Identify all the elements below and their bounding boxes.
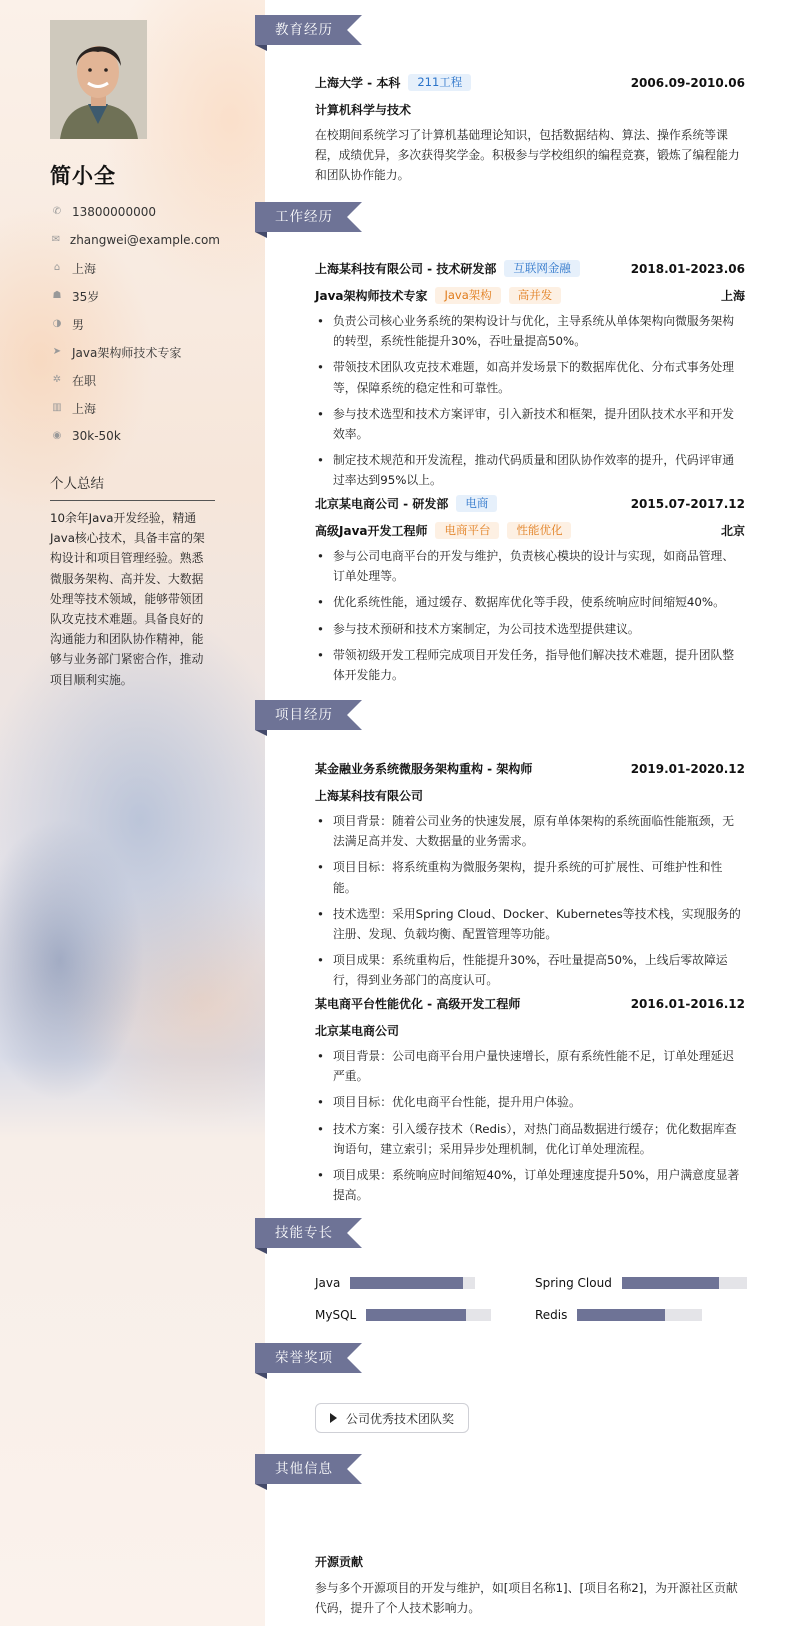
candidate-name: 简小全	[50, 164, 116, 188]
skill-bar	[366, 1309, 491, 1321]
work-title-row	[315, 287, 745, 304]
info-text: 30k-50k	[72, 429, 121, 443]
list-item: • 项目成果：系统重构后，性能提升30%，吞吐量提高50%，上线后零故障运行，得到业务部门的高度认可。	[315, 950, 745, 990]
gender-icon: ◑	[52, 318, 62, 329]
section-title: 其他信息	[275, 1461, 333, 1477]
section-title: 技能专长	[275, 1225, 333, 1241]
info-city	[50, 394, 220, 422]
skill-name: Redis	[535, 1308, 568, 1322]
work-city: 北京	[720, 524, 745, 538]
skill-tag: 性能优化	[507, 522, 571, 539]
email-icon: ✉	[51, 234, 61, 245]
job-title: Java架构师技术专家	[315, 289, 428, 303]
position-icon: ➤	[52, 346, 62, 357]
work-bullets	[315, 311, 745, 497]
work-bullets	[315, 546, 745, 691]
education-row	[315, 74, 745, 91]
skill-bar-fill	[622, 1277, 720, 1289]
work-company-row	[315, 260, 745, 277]
list-item: • 参与公司电商平台的开发与维护，负责核心模块的设计与实现，如商品管理、订单处理等。	[315, 546, 745, 586]
award-name: 公司优秀技术团队奖	[346, 1411, 455, 1426]
section-header-other	[255, 1454, 362, 1484]
info-phone	[50, 198, 220, 226]
city-icon: ▥	[52, 402, 62, 413]
other-title-row	[315, 1553, 745, 1570]
info-gender	[50, 310, 220, 338]
skill-tag: 高并发	[509, 287, 562, 304]
project-name: 某电商平台性能优化 - 高级开发工程师	[315, 997, 521, 1011]
project-company-row	[315, 1022, 745, 1039]
info-text: 在职	[72, 373, 97, 388]
list-item: • 负责公司核心业务系统的架构设计与优化，主导系统从单体架构向微服务架构的转型，系统性能提升30%，吞吐量提高50%。	[315, 311, 745, 351]
list-item: • 项目目标：将系统重构为微服务架构，提升系统的可扩展性、可维护性和性能。	[315, 857, 745, 897]
list-item: • 技术选型：采用Spring Cloud、Docker、Kubernetes等技术栈，实现服务的注册、发现、负载均衡、配置管理等功能。	[315, 904, 745, 944]
project-company: 北京某电商公司	[315, 1024, 400, 1038]
profile-photo	[50, 20, 147, 139]
list-item: • 带领初级开发工程师完成项目开发任务，指导他们解决技术难题，提升团队整体开发能力。	[315, 645, 745, 685]
section-header-awards	[255, 1343, 362, 1373]
main-content	[265, 0, 794, 1626]
skill-bar-fill	[366, 1309, 466, 1321]
skill-item	[315, 1276, 475, 1290]
project-company-row	[315, 787, 745, 804]
info-text: 男	[72, 317, 85, 332]
section-header-projects	[255, 700, 362, 730]
summary-title: 个人总结	[50, 472, 215, 501]
skill-bar-fill	[577, 1309, 665, 1321]
section-header-skills	[255, 1218, 362, 1248]
list-item: • 项目背景：随着公司业务的快速发展，原有单体架构的系统面临性能瓶颈，无法满足高并发、大数据量的业务需求。	[315, 811, 745, 851]
job-title: 高级Java开发工程师	[315, 524, 428, 538]
project-period: 2016.01-2016.12	[630, 996, 745, 1011]
section-header-work	[255, 202, 362, 232]
section-title: 项目经历	[275, 707, 333, 723]
work-company-row	[315, 495, 745, 512]
info-text: 35岁	[72, 289, 100, 304]
other-title: 开源贡献	[315, 1555, 364, 1569]
info-salary	[50, 422, 220, 450]
project-company: 上海某科技有限公司	[315, 789, 424, 803]
status-icon: ✲	[52, 374, 62, 385]
award-item[interactable]	[315, 1403, 469, 1433]
list-item: • 技术方案：引入缓存技术（Redis），对热门商品数据进行缓存；优化数据库查询语句，建立索引；采用异步处理机制，优化订单处理流程。	[315, 1119, 745, 1159]
skill-item	[535, 1276, 747, 1290]
list-item: • 参与技术选型和技术方案评审，引入新技术和框架，提升团队技术水平和开发效率。	[315, 404, 745, 444]
school-tag: 211工程	[408, 74, 471, 91]
skill-name: Java	[315, 1276, 341, 1290]
company-name: 北京某电商公司 - 研发部	[315, 497, 449, 511]
skill-bar	[577, 1309, 702, 1321]
info-text: 上海	[72, 261, 97, 276]
skill-name: MySQL	[315, 1308, 357, 1322]
home-icon: ⌂	[53, 262, 61, 273]
list-item: • 制定技术规范和开发流程，推动代码质量和团队协作效率的提升，代码评审通过率达到95%以上。	[315, 450, 745, 490]
info-email	[50, 226, 220, 254]
major-row	[315, 101, 745, 118]
list-item: • 参与技术预研和技术方案制定，为公司技术选型提供建议。	[315, 619, 745, 639]
age-icon: ☗	[52, 290, 62, 301]
education-period: 2006.09-2010.06	[630, 75, 745, 90]
skill-tag: Java架构	[435, 287, 500, 304]
info-home	[50, 254, 220, 282]
industry-tag: 互联网金融	[504, 260, 580, 277]
other-desc: 参与多个开源项目的开发与维护，如[项目名称1]、[项目名称2]，为开源社区贡献代码，提升了个人技术影响力。	[315, 1581, 738, 1616]
list-item: • 项目背景：公司电商平台用户量快速增长，原有系统性能不足，订单处理延迟严重。	[315, 1046, 745, 1086]
education-desc: 在校期间系统学习了计算机基础理论知识，包括数据结构、算法、操作系统等课程，成绩优异，多次获得奖学金。积极参与学校组织的编程竞赛，锻炼了编程能力和团队协作能力。	[315, 128, 740, 183]
list-item: • 优化系统性能，通过缓存、数据库优化等手段，使系统响应时间缩短40%。	[315, 592, 745, 612]
project-row	[315, 995, 745, 1012]
info-age	[50, 282, 220, 310]
info-status	[50, 366, 220, 394]
portrait-image	[50, 20, 147, 139]
skill-bar	[350, 1277, 475, 1289]
skill-item	[315, 1308, 491, 1322]
play-icon	[330, 1413, 337, 1423]
work-title-row	[315, 522, 745, 539]
project-bullets	[315, 811, 745, 997]
work-period: 2015.07-2017.12	[630, 496, 745, 511]
skill-tag: 电商平台	[435, 522, 499, 539]
salary-icon: ◉	[52, 430, 62, 441]
list-item: • 项目目标：优化电商平台性能，提升用户体验。	[315, 1092, 745, 1112]
section-title: 工作经历	[275, 209, 333, 225]
major: 计算机科学与技术	[315, 103, 412, 117]
project-name: 某金融业务系统微服务架构重构 - 架构师	[315, 762, 533, 776]
skill-bar	[622, 1277, 747, 1289]
skill-bar-fill	[350, 1277, 463, 1289]
info-text: 13800000000	[72, 205, 156, 219]
section-title: 教育经历	[275, 22, 333, 38]
summary-text: 10余年Java开发经验，精通Java核心技术，具备丰富的架构设计和项目管理经验。熟悉微服务架构、高并发、大数据处理等技术领域，能够带领团队攻克技术难题。具备良好的沟通能力和团队协作精神，能够与业务部门紧密合作，推动项目顺利实施。	[50, 511, 205, 687]
project-row	[315, 760, 745, 777]
sidebar	[0, 0, 265, 1626]
phone-icon: ✆	[52, 206, 62, 217]
contact-info-list	[50, 198, 220, 450]
industry-tag: 电商	[456, 495, 497, 512]
info-position	[50, 338, 220, 366]
list-item: • 带领技术团队攻克技术难题，如高并发场景下的数据库优化、分布式事务处理等，保障系统的稳定性和可靠性。	[315, 357, 745, 397]
work-period: 2018.01-2023.06	[630, 261, 745, 276]
section-header-education	[255, 15, 362, 45]
info-text: Java架构师技术专家	[72, 345, 182, 360]
project-period: 2019.01-2020.12	[630, 761, 745, 776]
work-city: 上海	[720, 289, 745, 303]
info-text: 上海	[72, 401, 97, 416]
info-text: zhangwei@example.com	[69, 233, 220, 247]
company-name: 上海某科技有限公司 - 技术研发部	[315, 262, 497, 276]
project-bullets	[315, 1046, 745, 1211]
section-title: 荣誉奖项	[275, 1350, 333, 1366]
school-name: 上海大学 - 本科	[315, 76, 401, 90]
skill-item	[535, 1308, 702, 1322]
skill-name: Spring Cloud	[535, 1276, 612, 1290]
list-item: • 项目成果：系统响应时间缩短40%，订单处理速度提升50%，用户满意度显著提高。	[315, 1165, 745, 1205]
